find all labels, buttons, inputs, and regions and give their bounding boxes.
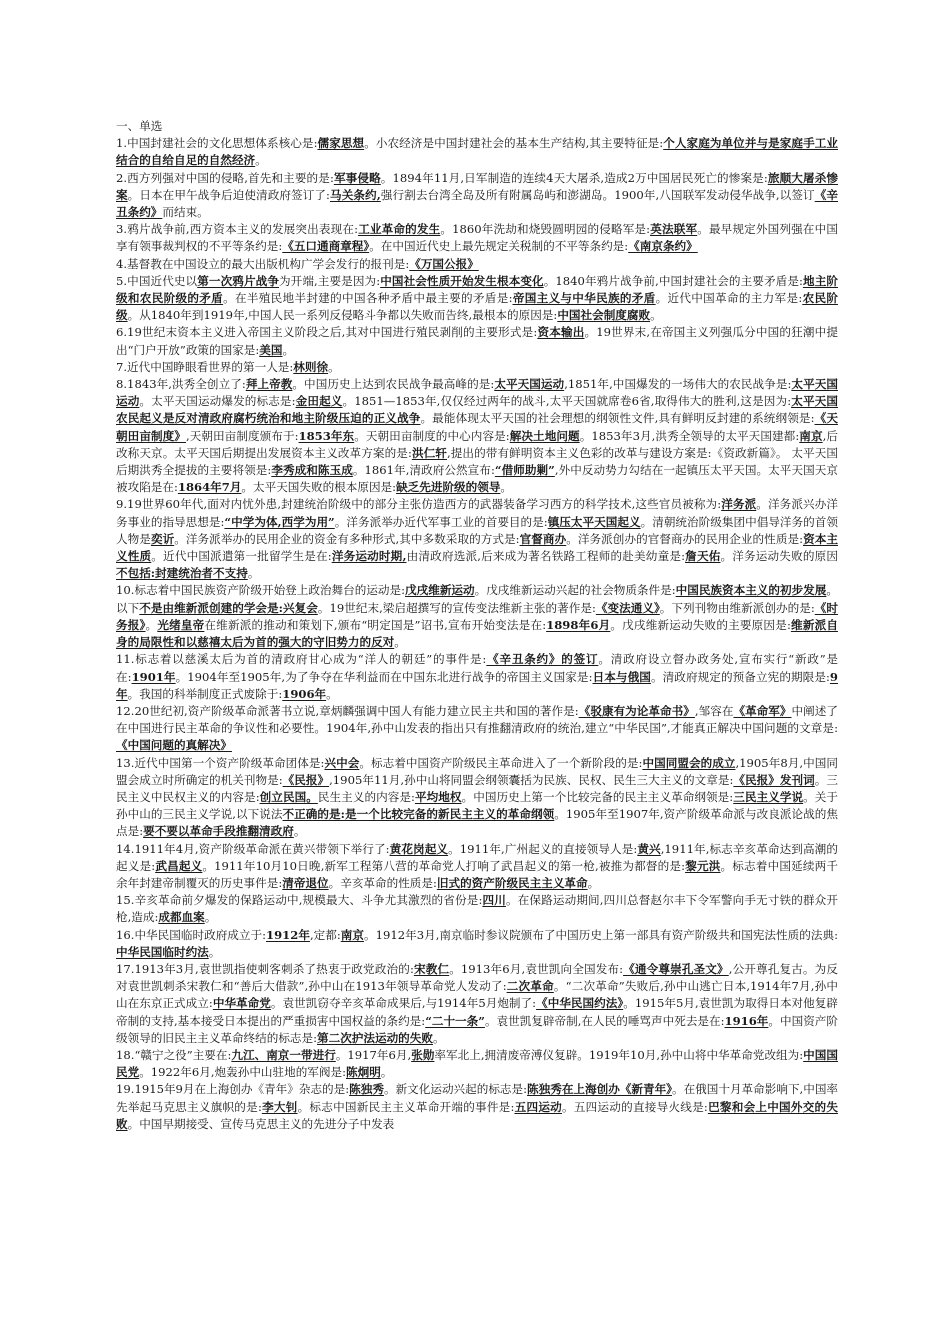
answer-text: 《中国问题的真解决》 bbox=[116, 738, 232, 753]
question-text: 。 bbox=[293, 824, 306, 839]
question-text: 。在俄国十月革命影响下,中国率先举起马克思主义旗帜的是: bbox=[116, 1082, 839, 1114]
question-text: 。太平天国失败的根本原因是: bbox=[241, 480, 397, 495]
answer-text: 太平天国农民起义是反对清政府腐朽统治和地主阶级压迫的正义战争 bbox=[116, 394, 838, 426]
answer-text: 中国国民党 bbox=[116, 1047, 838, 1080]
question-text: 。1904年至1905年,为了争夺在华利益而在中国东北进行战争的帝国主义国家是: bbox=[175, 669, 593, 684]
question-text: 9.19世界60年代,面对内忧外患,封建统治阶级中的部分主张仿造西方的武器装备学习西方的科学技术,这些官员被称为: bbox=[116, 497, 722, 512]
answer-text: 五四运动 bbox=[514, 1099, 562, 1114]
question-item bbox=[116, 135, 838, 169]
question-text: 3.鸦片战争前,西方资本主义的发展突出表现在: bbox=[116, 222, 359, 237]
question-item bbox=[116, 273, 838, 325]
question-text: 。洋务派举办的民用企业的资金有多种形式,其中多数采取的方式是: bbox=[174, 531, 520, 546]
answer-text: 1912年 bbox=[266, 927, 310, 942]
question-text: 。在中国近代史上最先规定关税制的不平等条约是: bbox=[369, 239, 629, 254]
question-text: 18.“赣宁之役”主要在: bbox=[116, 1047, 232, 1062]
question-text: 。 bbox=[145, 617, 158, 632]
answer-text: 第一次鸦片战争 bbox=[197, 273, 279, 288]
question-text: 。 bbox=[328, 359, 340, 374]
question-text: ,1851年,中国爆发的一场伟大的农民战争是: bbox=[564, 377, 792, 392]
answer-text: 个人家庭为单位并与是家庭手工业结合的自给自足的自然经济 bbox=[116, 136, 838, 168]
answer-text: 九江、南京一带进行 bbox=[231, 1047, 336, 1062]
question-item bbox=[116, 1047, 838, 1081]
answer-text: 张勋 bbox=[411, 1047, 435, 1062]
question-text: 5.中国近代史以 bbox=[116, 273, 198, 288]
question-item bbox=[116, 927, 838, 961]
answer-text: 拜上帝教 bbox=[245, 377, 293, 392]
answer-text: 中国社会性质开始发生根本变化 bbox=[380, 273, 544, 288]
question-item bbox=[116, 221, 838, 255]
question-text: 。我国的科举制度正式废除于: bbox=[127, 686, 283, 701]
question-text: 而结束。 bbox=[162, 205, 209, 220]
answer-text: 《民报》发刊词 bbox=[733, 772, 815, 787]
answer-text: 太平天国运动 bbox=[494, 377, 565, 392]
answer-text: 二次革命 bbox=[506, 979, 554, 994]
answer-text: 中国民族资本主义的初步发展 bbox=[675, 583, 827, 598]
question-text: 。 bbox=[432, 1030, 445, 1045]
answer-text: 李秀成和陈玉成 bbox=[271, 463, 353, 478]
answer-text: 中华民国临时约法 bbox=[116, 944, 209, 959]
answer-text: 地主阶级和农民阶级的矛盾 bbox=[116, 273, 838, 306]
question-text: 8.1843年,洪秀全创立了: bbox=[116, 377, 246, 392]
answer-text: 陈独秀在上海创办《新青年》 bbox=[527, 1082, 672, 1097]
answer-text: 南京 bbox=[799, 428, 823, 443]
question-text: 。 bbox=[326, 686, 338, 701]
answer-text: 工业革命的发生 bbox=[358, 222, 441, 237]
answer-text: 不正确的是:是一个比较完备的新民主主义的革命纲领 bbox=[282, 807, 555, 822]
answer-text: 儒家思想 bbox=[317, 136, 365, 151]
question-item bbox=[116, 755, 838, 841]
answer-text: 《中华民国约法》 bbox=[536, 996, 624, 1011]
question-item bbox=[116, 1081, 838, 1133]
question-text: 2.西方列强对中国的侵略,首先和主要的是: bbox=[116, 170, 334, 185]
question-text: 。19世纪末,梁启超撰写的宣传变法维新主张的著作是: bbox=[317, 600, 596, 615]
question-text: 。在半殖民地半封建的中国各种矛盾中最主要的矛盾是: bbox=[223, 291, 513, 306]
answer-text: 宋教仁 bbox=[413, 961, 450, 976]
question-text: 。 bbox=[208, 944, 221, 959]
question-text: 。1851—1853年,仅仅经过两年的战斗,太平天国就席卷6省,取得伟大的胜利,这是因为: bbox=[342, 394, 792, 409]
question-text: ,定都: bbox=[309, 927, 341, 942]
question-text: 。洋务派举办近代军事工业的首要目的是: bbox=[334, 514, 548, 529]
answer-text: 旧式的资产阶级民主主义革命 bbox=[436, 875, 588, 890]
answer-text: 《时务报》 bbox=[116, 600, 838, 632]
answer-text: 1901年 bbox=[131, 669, 176, 684]
question-text: 。中国资产阶级领导的旧民主主义革命终结的标志是: bbox=[116, 1013, 838, 1045]
answer-text: 资本输出 bbox=[537, 325, 585, 340]
question-text: 。 bbox=[247, 566, 260, 581]
question-text: 16.中华民国临时政府成立于: bbox=[116, 927, 267, 942]
question-text: 。袁世凯窃夺辛亥革命成果后,与1914年5月炮制了: bbox=[270, 996, 537, 1011]
question-text: 。洋务派创办的官督商办的民用企业的性质是: bbox=[566, 531, 804, 546]
question-text: 。1913年6月,袁世凯向全国发布: bbox=[449, 961, 624, 976]
question-text: 。 bbox=[255, 153, 267, 168]
question-text: 。1915年5月,袁世凯为取得日本对他复辟帝制的支持,基本接受日本提出的严重损害中国权益的条约是: bbox=[116, 996, 838, 1028]
answer-text: 1864年7月 bbox=[177, 480, 242, 495]
question-text: 。洋务运动失败的原因 bbox=[720, 549, 838, 564]
answer-text: 《天朝田亩制度》 bbox=[116, 411, 838, 443]
question-text: 1.中国封建社会的文化思想体系核心是: bbox=[116, 136, 318, 151]
answer-text: 日本与俄国 bbox=[592, 669, 651, 684]
question-text: 。最能体现太平天国的社会理想的纲领性文件,具有鲜明反封建的系统纲领是: bbox=[420, 411, 815, 426]
answer-text: 陈炯明 bbox=[346, 1065, 381, 1080]
question-text: 。戊戌维新运动兴起的社会物质条件是: bbox=[474, 583, 676, 598]
question-text: 12.20世纪初,资产阶级革命派著书立说,章炳麟强调中国人有能力建立民主共和国的著作是: bbox=[116, 703, 579, 718]
answer-text: 1898年6月 bbox=[546, 617, 611, 632]
answer-text: 三民主义学说 bbox=[733, 789, 804, 804]
answer-text: 中华革命党 bbox=[212, 996, 271, 1011]
question-text: 。1912年3月,南京临时参议院颁布了中国历史上第一部具有资产阶级共和国宪法性质的法典: bbox=[364, 927, 838, 942]
question-text: 。1905年至1907年,资产阶级革命派与改良派论战的焦点是: bbox=[116, 807, 838, 839]
answer-text: 中国同盟会的成立 bbox=[642, 755, 736, 770]
question-text: ,1905年11月,孙中山将同盟会纲领囊括为民族、民权、民生三大主义的文章是: bbox=[329, 772, 734, 787]
question-text: 。中国历史上第一个比较完备的民主主义革命纲领是: bbox=[461, 789, 734, 804]
question-item bbox=[116, 496, 838, 582]
question-text: 。近代中国派遣第一批留学生是在: bbox=[151, 549, 332, 564]
answer-text: 要不要以革命手段推翻清政府 bbox=[143, 824, 294, 839]
answer-text: 资本主义性质 bbox=[116, 531, 838, 564]
question-text: 由清政府选派,后来成为著名铁路工程师的赴美幼童是: bbox=[406, 549, 686, 564]
answer-text: 南京 bbox=[340, 927, 364, 942]
question-item bbox=[116, 841, 838, 893]
question-text: 11.标志着以慈溪太后为首的清政府甘心成为“洋人的朝廷”的事件是: bbox=[116, 652, 487, 667]
answer-text: 英法联军 bbox=[650, 222, 698, 237]
answer-text: “中学为体,西学为用” bbox=[224, 514, 335, 529]
question-text: 。清政府设立督办政务处,宣布实行“新政”是在: bbox=[116, 652, 838, 684]
question-text: 。小农经济是中国封建社会的基本生产结构,其主要特征是: bbox=[364, 136, 664, 151]
answer-text: 创立民国。 bbox=[259, 789, 318, 804]
question-text: 19.1915年9月在上海创办《青年》杂志的是: bbox=[116, 1082, 350, 1097]
question-text: 。中国历史上达到农民战争最高峰的是: bbox=[292, 377, 495, 392]
question-text: 为开端,主要是因为: bbox=[279, 273, 381, 288]
answer-text: 黄兴 bbox=[637, 841, 661, 856]
answer-text: 9年 bbox=[116, 669, 838, 701]
question-item bbox=[116, 376, 838, 496]
answer-text: 1853年东 bbox=[298, 428, 355, 443]
question-text: 。袁世凯复辟帝制,在人民的唾骂声中死去是在: bbox=[484, 1013, 725, 1028]
question-item bbox=[116, 703, 838, 755]
question-text: 。 bbox=[282, 342, 295, 357]
question-text: 在维新派的推动和策划下,颁布“明定国是”诏书,宣布开始变法是在: bbox=[204, 617, 547, 632]
question-text: 15.辛亥革命前夕爆发的保路运动中,规模最大、斗争尤其激烈的省份是: bbox=[116, 893, 483, 908]
document-page bbox=[116, 118, 838, 1133]
question-text: 。1922年6月,炮轰孙中山驻地的军阀是: bbox=[139, 1065, 346, 1080]
answer-text: 奕䜣 bbox=[150, 531, 175, 546]
question-text: 。清政府规定的预备立宪的期限是: bbox=[650, 669, 830, 684]
question-text: 。“二次革命”失败后,孙中山逃亡日本,1914年7月,孙中山在东京正式成立: bbox=[116, 979, 838, 1011]
question-text: 。1911年10月10日晚,新军工程第八营的革命党人打响了武昌起义的第一枪,被推为都督的是: bbox=[202, 858, 686, 873]
question-text: ,公开尊孔复古。为反对袁世凯刺杀宋教仁和“善后大借款”,孙中山在1913年领导革命党人发动了: bbox=[116, 961, 838, 994]
question-text: 。以下 bbox=[116, 583, 838, 615]
question-text: 。天朝田亩制度的中心内容是: bbox=[354, 428, 510, 443]
answer-text: 官督商办 bbox=[519, 531, 567, 546]
question-item bbox=[116, 324, 838, 358]
question-text: 。清朝统治阶级集团中倡导洋务的首领人物是 bbox=[116, 514, 838, 546]
answer-text: 《革命军》 bbox=[733, 703, 792, 718]
question-text: 。1911年,广州起义的直接领导人是: bbox=[448, 841, 638, 856]
question-item bbox=[116, 582, 838, 651]
question-text: 。日本在甲午战争后迫使清政府签订了: bbox=[127, 187, 330, 202]
answer-text: 《民报》 bbox=[282, 772, 330, 787]
question-text: 14.1911年4月,资产阶级革命派在黄兴带领下举行了: bbox=[116, 841, 390, 856]
answer-text: 光绪皇帝 bbox=[157, 617, 205, 632]
answer-text: 平均地权 bbox=[414, 789, 462, 804]
question-text: 。在保路运动期间,四川总督赵尔丰下令军警向手无寸铁的群众开枪,造成: bbox=[116, 893, 838, 925]
question-text: 13.近代中国第一个资产阶级革命团体是: bbox=[116, 755, 325, 770]
question-item bbox=[116, 170, 838, 222]
answer-text: 《五口通商章程》 bbox=[282, 239, 370, 254]
answer-text: 镇压太平天国起义 bbox=[547, 514, 641, 529]
question-text: 。辛亥革命的性质是: bbox=[328, 875, 437, 890]
question-text: ,提出的带有鲜明资本主义色彩的改革与建设方案是:《资政新篇》。 太平天国后期洪秀全提拔的主要将领是: bbox=[116, 445, 838, 478]
question-text: ,1905年8月,中国同盟会成立时所确定的机关刊物是: bbox=[116, 755, 838, 787]
answer-text: 1906年 bbox=[282, 686, 327, 701]
question-list bbox=[116, 135, 838, 1133]
question-text: ,后改称天京。太平天国后期提出发展资本主义改革方案的是: bbox=[116, 428, 838, 460]
answer-text: 《辛丑条约》 bbox=[116, 187, 838, 220]
answer-text: 缺乏先进阶级的领导 bbox=[396, 480, 501, 495]
question-item bbox=[116, 256, 838, 273]
question-text: 。1861年,清政府公然宣布: bbox=[352, 463, 495, 478]
question-text: 强行割去台湾全岛及所有附属岛屿和澎湖岛。1900年,八国联军发动侵华战争,以签订 bbox=[380, 187, 815, 202]
answer-text: 《万国公报》 bbox=[409, 256, 479, 271]
question-text: 。 bbox=[650, 308, 662, 323]
question-text: 。 bbox=[587, 875, 600, 890]
answer-text: 不包括:封建统治者不支持 bbox=[116, 566, 248, 581]
question-text: 。戊戌维新运动失败的主要原因是: bbox=[610, 617, 791, 632]
answer-text: 1916年 bbox=[724, 1013, 769, 1028]
answer-text: 马关条约, bbox=[329, 187, 381, 202]
question-text: 。标志着中国延续两千余年封建帝制覆灭的历史事件是: bbox=[116, 858, 838, 890]
answer-text: 兴中会 bbox=[324, 755, 360, 770]
answer-text: 帝国主义与中华民族的矛盾 bbox=[512, 291, 656, 306]
question-text: 。洋务派兴办洋务事业的指导思想是: bbox=[116, 497, 838, 529]
section-heading: 一、单选 bbox=[116, 119, 163, 133]
answer-text: 洋务派 bbox=[721, 497, 757, 512]
answer-text: 《驳康有为论革命书》 bbox=[578, 703, 695, 718]
question-text: 。 bbox=[394, 635, 406, 650]
question-text: 17.1913年3月,袁世凯指使刺客刺杀了热衷于政党政治的: bbox=[116, 961, 414, 976]
question-text: 。1840年鸦片战争前,中国封建社会的主要矛盾是: bbox=[543, 273, 803, 288]
question-text: 。1860年洗劫和烧毁圆明园的侵略军是: bbox=[440, 222, 651, 237]
question-text: ,天朝田亩制度颁布于: bbox=[185, 428, 299, 443]
question-text: 。 bbox=[500, 480, 513, 495]
answer-text: 旅顺大屠杀惨案 bbox=[116, 170, 838, 202]
answer-text: 金田起义 bbox=[295, 394, 343, 409]
answer-text: 洋务运动时期, bbox=[331, 549, 407, 564]
answer-text: 维新派自身的局限性和以慈禧太后为首的强大的守旧势力的反对 bbox=[116, 617, 838, 650]
answer-text: “二十一条” bbox=[425, 1013, 485, 1028]
answer-text: 《南京条约》 bbox=[628, 239, 698, 254]
answer-text: 李大钊 bbox=[261, 1099, 298, 1114]
question-text: 。1894年11月,日军制造的连续4天大屠杀,造成2万中国居民死亡的惨案是: bbox=[380, 170, 768, 185]
question-text: 。近代中国革命的主力军是: bbox=[655, 291, 803, 306]
question-text: 。关于孙中山的三民主义学说,以下说法 bbox=[116, 789, 838, 822]
question-text: ,1911年,标志辛亥革命达到高潮的起义是: bbox=[116, 841, 838, 873]
answer-text: 《辛丑条约》的签订 bbox=[486, 652, 599, 667]
question-text: 率军北上,拥清废帝溥仪复辟。1919年10月,孙中山将中华革命党改组为: bbox=[434, 1047, 804, 1062]
answer-text: 巴黎和会上中国外交的失败 bbox=[116, 1099, 838, 1131]
question-text: 。太平天国运动爆发的标志是: bbox=[139, 394, 296, 409]
question-text: ,邹容在 bbox=[694, 703, 734, 718]
question-text: 7.近代中国睁眼看世界的第一人是: bbox=[116, 359, 294, 374]
question-text: ,外中反动势力勾结在一起镇压太平天国。太平天国天京被攻陷是在: bbox=[116, 463, 838, 495]
answer-text: 太平天国运动 bbox=[116, 377, 838, 409]
answer-text: 成都血案 bbox=[158, 910, 205, 925]
question-text: 。下列刊物由维新派创办的是: bbox=[659, 600, 815, 615]
answer-text: 黎元洪 bbox=[685, 858, 721, 873]
question-text: 。三民主义中民权主义的内容是: bbox=[116, 772, 838, 804]
question-text: 。五四运动的直接导火线是: bbox=[561, 1099, 708, 1114]
answer-text: 解决土地问题 bbox=[509, 428, 580, 443]
question-text: 中阐述了在中国进行民主革命的争议性和必要性。1904年,孙中山发表的指出只有推翻清政府的统治,建立“中华民国”,才能真正解决中国问题的文章是: bbox=[116, 703, 838, 736]
question-text: 。中国早期接受、宣传马克思主义的先进分子中发表 bbox=[127, 1116, 395, 1131]
question-text: 民生主义的内容是: bbox=[317, 789, 415, 804]
answer-text: 武昌起义 bbox=[155, 858, 203, 873]
question-text: 。1853年3月,洪秀全领导的太平天国建都: bbox=[579, 428, 800, 443]
question-text: 。标志中国新民主主义革命开端的事件是: bbox=[297, 1099, 515, 1114]
question-text: 6.19世纪末资本主义进入帝国主义阶段之后,其对中国进行殖民剥削的主要形式是: bbox=[116, 325, 538, 340]
answer-text: 林则徐 bbox=[293, 359, 329, 374]
answer-text: 美国 bbox=[259, 342, 283, 357]
answer-text: 农民阶级 bbox=[116, 291, 838, 323]
question-text: 。 bbox=[204, 910, 217, 925]
answer-text: 詹天佑 bbox=[685, 549, 721, 564]
question-text: 10.标志着中国民族资产阶级开始登上政治舞台的运动是: bbox=[116, 583, 406, 598]
answer-text: 黄花岗起义 bbox=[389, 841, 449, 856]
question-text: 。最早规定外国列强在中国享有领事裁判权的不平等条约是: bbox=[116, 222, 838, 254]
question-text: 。从1840年到1919年,中国人民一系列反侵略斗争都以失败而告终,最根本的原因是: bbox=[127, 308, 558, 323]
answer-text: 第二次护法运动的失败 bbox=[317, 1030, 433, 1045]
answer-text: 洪仁轩 bbox=[411, 445, 447, 460]
answer-text: 不是由维新派创建的学会是:兴复会 bbox=[139, 600, 318, 615]
answer-text: 四川 bbox=[482, 893, 506, 908]
question-text: 。19世界末,在帝国主义列强瓜分中国的狂潮中提出“门户开放”政策的国家是: bbox=[116, 325, 838, 357]
question-item bbox=[116, 359, 838, 376]
answer-text: 《通令尊崇孔圣文》 bbox=[623, 961, 729, 976]
answer-text: 中国社会制度腐败 bbox=[557, 308, 651, 323]
question-item bbox=[116, 892, 838, 926]
question-text: 4.基督教在中国设立的最大出版机构广学会发行的报刊是: bbox=[116, 256, 410, 271]
question-text: 。 bbox=[380, 1065, 393, 1080]
answer-text: 戊戌维新运动 bbox=[405, 583, 475, 598]
question-text: 。标志着中国资产阶级民主革命进入了一个新阶段的是: bbox=[359, 755, 643, 770]
answer-text: 清帝退位 bbox=[282, 875, 329, 890]
question-text: 。新文化运动兴起的标志是: bbox=[383, 1082, 528, 1097]
answer-text: 《变法通义》 bbox=[595, 600, 660, 615]
question-text: 。1917年6月, bbox=[335, 1047, 412, 1062]
answer-text: “借师助剿” bbox=[494, 463, 555, 478]
answer-text: 陈独秀 bbox=[349, 1082, 384, 1097]
question-item bbox=[116, 961, 838, 1047]
answer-text: 军事侵略 bbox=[333, 170, 381, 185]
question-item bbox=[116, 651, 838, 703]
